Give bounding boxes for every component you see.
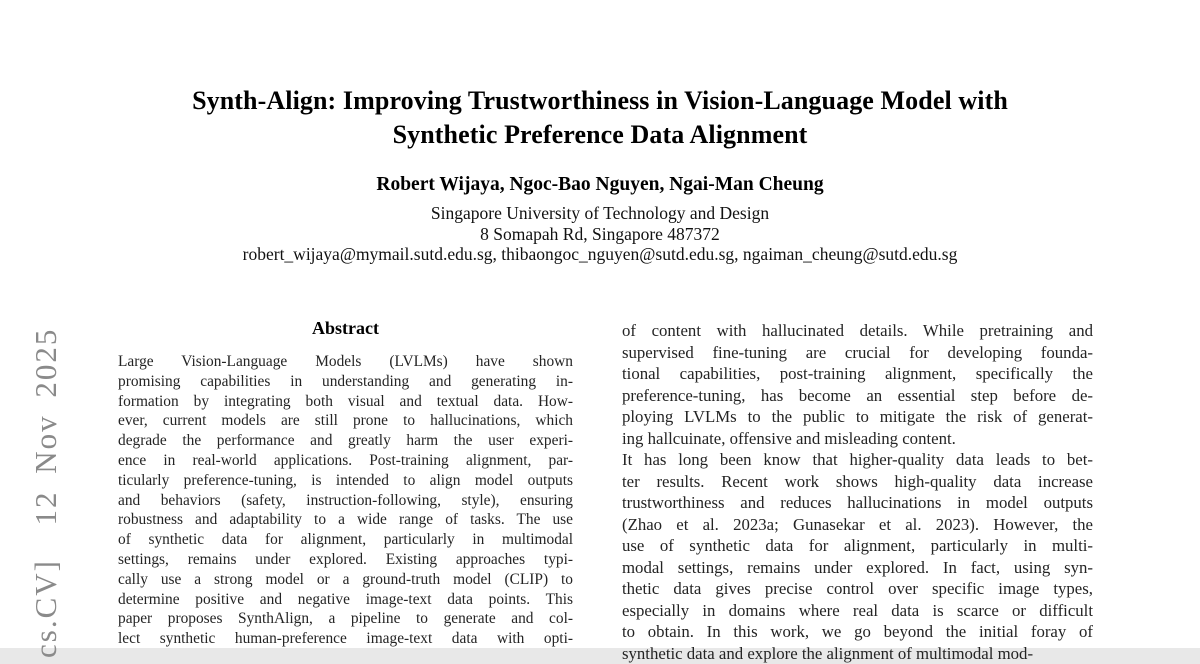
text-line: supervised fine-tuning are crucial for developing founda- [622,342,1093,364]
introduction-text-column [622,320,1093,664]
text-line: ever, current models are still prone to hallucinations, which [118,411,573,431]
text-line: preference-tuning, has become an essential step before de- [622,385,1093,407]
text-line: and behaviors (safety, instruction-following, style), ensuring [118,491,573,511]
text-line: promising capabilities in understanding and generating in- [118,372,573,392]
paper-title-line-1: Synth-Align: Improving Trustworthiness in Vision-Language Model with [0,84,1200,118]
author-list: Robert Wijaya, Ngoc-Bao Nguyen, Ngai-Man Cheung [0,173,1200,197]
arxiv-watermark: cs.CV] 12 Nov 2025 [28,238,64,658]
text-line: of content with hallucinated details. While pretraining and [622,320,1093,342]
text-line: to obtain. In this work, we go beyond the initial foray of [622,621,1093,643]
text-line: cally use a strong model or a ground-truth model (CLIP) to [118,570,573,590]
text-line: It has long been know that higher-quality data leads to bet- [622,449,1093,471]
abstract-text-column [118,352,573,649]
text-line: thetic data gives precise control over specific image types, [622,578,1093,600]
text-line: ence in real-world applications. Post-training alignment, par- [118,451,573,471]
text-line: of synthetic data for alignment, particularly in multimodal [118,530,573,550]
affiliation-address: 8 Somapah Rd, Singapore 487372 [0,224,1200,245]
paper-title [0,84,1200,152]
text-line: formation by integrating both visual and textual data. How- [118,392,573,412]
text-line: robustness and adaptability to a wide range of tasks. The use [118,510,573,530]
author-emails: robert_wijaya@mymail.sutd.edu.sg, thibaongoc_nguyen@sutd.edu.sg, ngaiman_cheung@sutd.edu.sg [0,244,1200,265]
text-line: synthetic data and explore the alignment of multimodal mod- [622,643,1093,664]
text-line: use of synthetic data for alignment, particularly in multi- [622,535,1093,557]
text-line: degrade the performance and greatly harm the user experi- [118,431,573,451]
abstract-heading: Abstract [118,318,573,339]
text-line: modal settings, remains under explored. In fact, using syn- [622,557,1093,579]
affiliation-institution: Singapore University of Technology and Design [0,203,1200,224]
text-line: tional capabilities, post-training alignment, specifically the [622,363,1093,385]
text-line: ing hallcuinate, offensive and misleading content. [622,428,1093,450]
text-line: determine positive and negative image-text data points. This [118,590,573,610]
text-line: settings, remains under explored. Existing approaches typi- [118,550,573,570]
text-line: (Zhao et al. 2023a; Gunasekar et al. 2023). However, the [622,514,1093,536]
text-line: especially in domains where real data is scarce or difficult [622,600,1093,622]
text-line: paper proposes SynthAlign, a pipeline to generate and col- [118,609,573,629]
text-line: ploying LVLMs to the public to mitigate the risk of generat- [622,406,1093,428]
text-line: ticularly preference-tuning, is intended to align model outputs [118,471,573,491]
paper-title-line-2: Synthetic Preference Data Alignment [0,118,1200,152]
text-line: ter results. Recent work shows high-quality data increase [622,471,1093,493]
text-line: trustworthiness and reduces hallucinations in model outputs [622,492,1093,514]
text-line: lect synthetic human-preference image-text data with opti- [118,629,573,649]
text-line: Large Vision-Language Models (LVLMs) have shown [118,352,573,372]
